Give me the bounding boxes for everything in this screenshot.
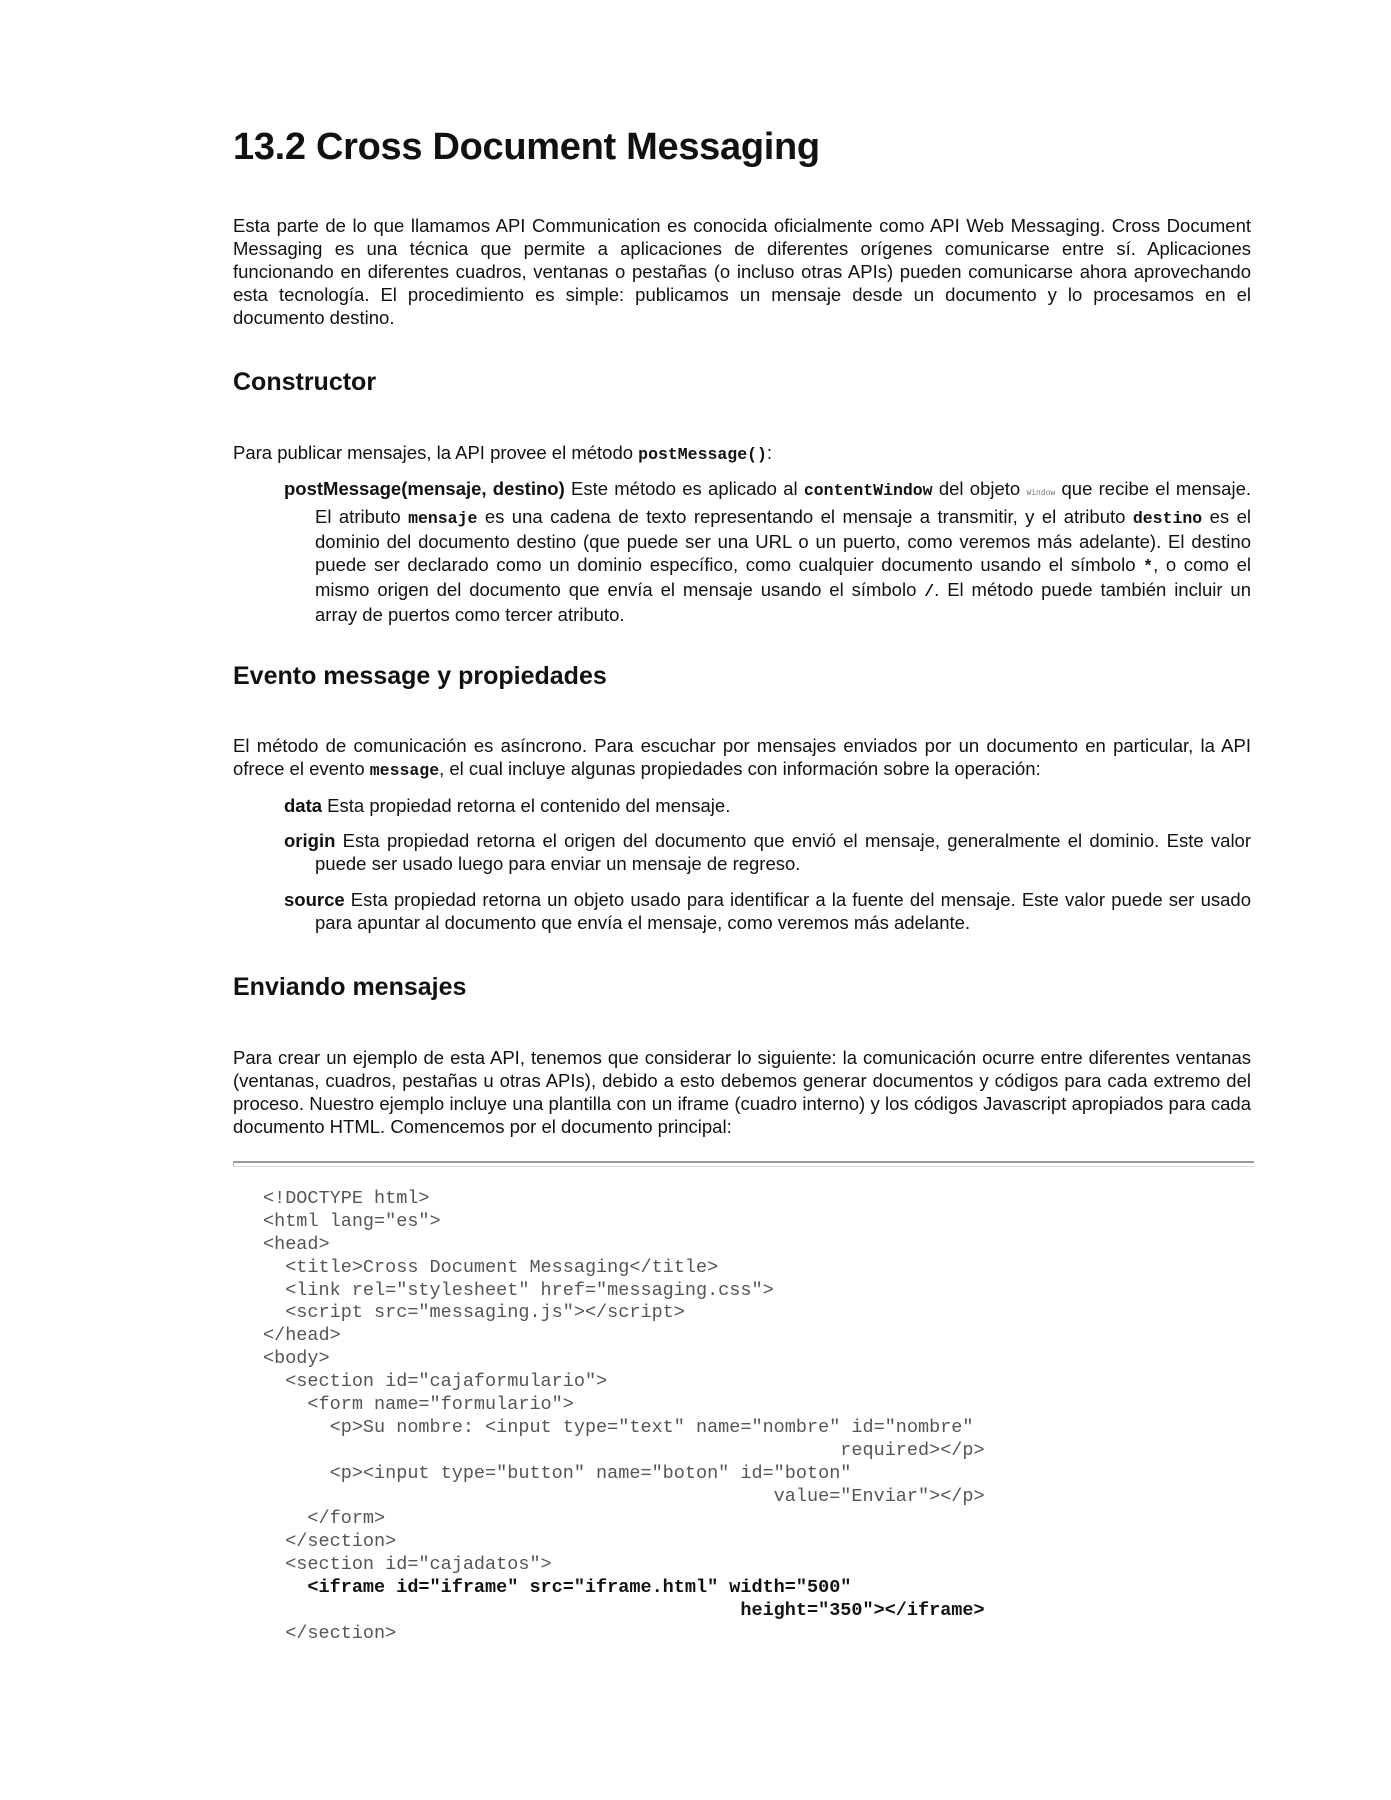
property-term: origin: [284, 830, 336, 851]
code-line: <p><input type="button" name="boton" id="boton": [263, 1462, 852, 1484]
lead-end: :: [766, 442, 773, 463]
postmessage-definition: [284, 477, 1251, 626]
text: . El método puede también incluir un array de puertos como tercer atributo.: [315, 579, 1251, 625]
inline-code: *: [1143, 557, 1154, 576]
code-line: height="350"></iframe>: [263, 1600, 985, 1622]
code-line: <title>Cross Document Messaging</title>: [263, 1256, 719, 1278]
text: del objeto: [932, 478, 1027, 499]
code-line: </head>: [263, 1325, 341, 1347]
code-line: <form name="formulario">: [263, 1394, 574, 1416]
code-line: value="Enviar"></p>: [263, 1485, 985, 1507]
property-term: source: [284, 889, 345, 910]
code-line: </section>: [263, 1531, 397, 1553]
code-line: <p>Su nombre: <input type="text" name="nombre" id="nombre": [263, 1416, 974, 1438]
page-title: 13.2 Cross Document Messaging: [233, 126, 820, 168]
property-origin: [284, 829, 1251, 875]
property-desc: Esta propiedad retorna un objeto usado para identificar a la fuente del mensaje. Este valor puede ser usado para apuntar al documento que envía el mensaje, como veremos más adelante.: [315, 889, 1251, 933]
text: es una cadena de texto representando el mensaje a transmitir, y el atributo: [477, 506, 1133, 527]
text: , el cual incluye algunas propiedades con información sobre la operación:: [439, 758, 1041, 779]
inline-code: mensaje: [408, 509, 478, 528]
text: Este método es aplicado al: [564, 478, 804, 499]
code-line: <iframe id="iframe" src="iframe.html" width="500": [263, 1577, 852, 1599]
text: que recibe el mensaje. El atributo: [315, 478, 1251, 527]
code-line: <link rel="stylesheet" href="messaging.css">: [263, 1279, 774, 1301]
code-listing: [263, 1188, 985, 1646]
property-desc: Esta propiedad retorna el origen del documento que envió el mensaje, generalmente el dominio. Este valor puede ser usado luego para enviar un mensaje de regreso.: [315, 830, 1251, 874]
lead-text: Para publicar mensajes, la API provee el método: [233, 442, 639, 463]
inline-code: contentWindow: [803, 481, 933, 500]
evento-lead: [233, 734, 1251, 782]
code-line: </form>: [263, 1508, 386, 1530]
property-source: [284, 888, 1251, 934]
heading-evento: Evento message y propiedades: [233, 662, 607, 690]
enviando-paragraph: Para crear un ejemplo de esta API, tenemos que considerar lo siguiente: la comunicación ocurre entre diferentes ventanas (ventanas, cuadros, pestañas u otras APIs), debido a esto debemos generar documentos y códigos para cada extremo del proceso. Nuestro ejemplo incluye una plantilla con un iframe (cuadro interno) y los códigos Javascript apropiados para cada documento HTML. Comencemos por el documento principal:: [233, 1047, 1251, 1137]
intro-paragraph: Esta parte de lo que llamamos API Communication es conocida oficialmente como API Web Messaging. Cross Document Messaging es una técnica que permite a aplicaciones de diferentes orígenes comunicarse entre sí. Aplicaciones funcionando en diferentes cuadros, ventanas o pestañas (o incluso otras APIs) pueden comunicarse ahora aprovechando esta tecnología. El procedimiento es simple: publicamos un mensaje desde un documento y lo procesamos en el documento destino.: [233, 215, 1251, 328]
code-line: required></p>: [263, 1439, 985, 1461]
inline-code: postMessage(): [638, 445, 767, 464]
code-line: <!DOCTYPE html>: [263, 1188, 430, 1209]
code-line: <section id="cajadatos">: [263, 1554, 552, 1576]
property-data: [284, 794, 1251, 817]
code-line: <html lang="es">: [263, 1210, 441, 1232]
text: El método de comunicación es asíncrono. Para escuchar por mensajes enviados por un documento en particular, la API ofrece el evento: [233, 735, 1251, 779]
inline-code: destino: [1132, 509, 1203, 528]
code-line: <head>: [263, 1233, 330, 1255]
property-desc: Esta propiedad retorna el contenido del mensaje.: [322, 795, 731, 816]
inline-code: message: [369, 761, 440, 780]
text: , o como el mismo origen del documento que envía el mensaje usando el símbolo: [315, 554, 1251, 600]
heading-constructor: Constructor: [233, 368, 377, 396]
definition-term: postMessage(mensaje, destino): [284, 478, 565, 499]
text: es el dominio del documento destino (que puede ser una URL o un puerto, como veremos más adelante). El destino puede ser declarado como un dominio específico, como cualquier documento usando el símbolo: [315, 506, 1252, 575]
constructor-lead: [233, 441, 1251, 466]
code-block-divider: [233, 1161, 1254, 1167]
code-line: </section>: [263, 1622, 397, 1644]
heading-enviando: Enviando mensajes: [233, 973, 467, 1001]
property-term: data: [284, 795, 323, 816]
inline-code-small: Window: [1026, 489, 1056, 498]
code-line: <script src="messaging.js"></script>: [263, 1302, 685, 1324]
code-line: <body>: [263, 1348, 330, 1370]
inline-code: /: [924, 582, 935, 601]
code-line: <section id="cajaformulario">: [263, 1371, 608, 1393]
